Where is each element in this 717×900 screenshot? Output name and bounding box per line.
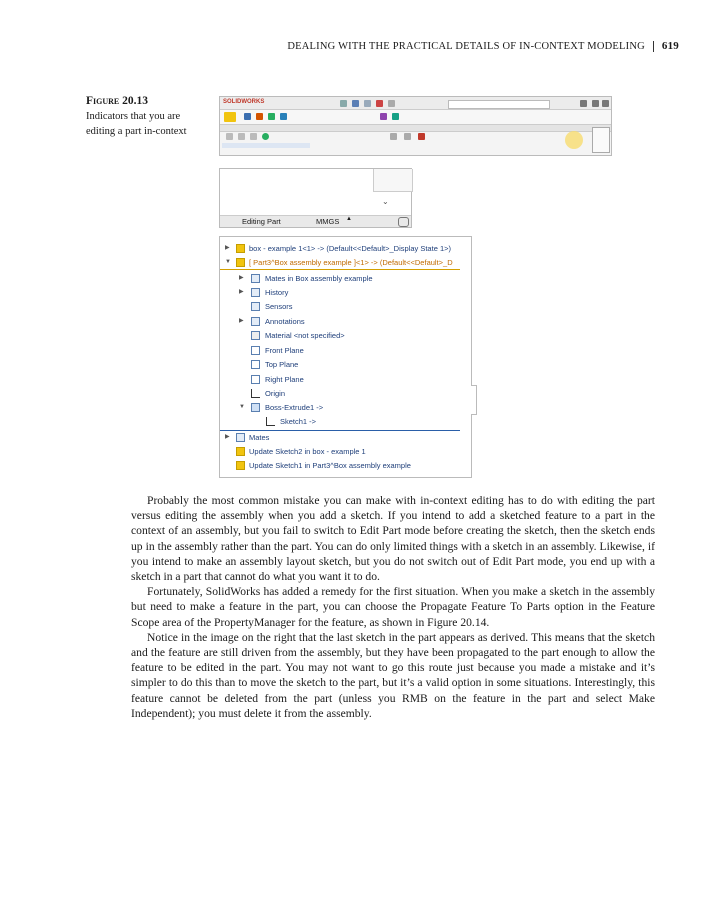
confirmation-corner[interactable] bbox=[592, 127, 610, 153]
sensors-icon bbox=[251, 302, 260, 311]
insert-components-icon[interactable] bbox=[244, 113, 251, 120]
paragraph: Fortunately, SolidWorks has added a remedy for the first situation. When you make a sketch in the assembly but need to make a feature in the part, you can choose the Propagate Feature To Parts option in the Feature Scope area of the PropertyManager for the feature, as shown in Figure 20.14. bbox=[131, 585, 655, 629]
feature-manager-tab-icon[interactable] bbox=[226, 133, 233, 140]
paragraph: Notice in the image on the right that the last sketch in the part appears as derived. This means that the sketch and the feature are still driven from the assembly, but they have been propagated to the part enough to allow the feature to be edited in the part. You may not want to go this route just because you made a mistake and it’s simpler to do this than to move the sketch to the part, but it’s a valid option in some situations. Interestingly, this feature cannot be deleted from the part (unless you RMB on the feature in the part and select Make Independent); you must delete it from the assembly. bbox=[131, 630, 655, 720]
customize-icon[interactable] bbox=[398, 217, 409, 227]
search-input[interactable] bbox=[448, 100, 550, 109]
open-icon[interactable] bbox=[364, 100, 371, 107]
plane-icon bbox=[251, 346, 260, 355]
appearance-tab-icon[interactable] bbox=[262, 133, 269, 140]
figure-caption-text: Indicators that you are editing a part in-context bbox=[86, 111, 187, 137]
rebuild-icon[interactable] bbox=[376, 100, 383, 107]
maximize-icon[interactable] bbox=[592, 100, 599, 107]
figure-caption bbox=[86, 94, 211, 139]
annotations-icon bbox=[251, 317, 260, 326]
display-style-icon[interactable] bbox=[404, 133, 411, 140]
reference-geometry-icon[interactable] bbox=[380, 113, 387, 120]
sketch-icon bbox=[266, 417, 275, 426]
plane-icon bbox=[251, 375, 260, 384]
minimize-icon[interactable] bbox=[580, 100, 587, 107]
view-orientation-icon[interactable] bbox=[390, 133, 397, 140]
page-number: 619 bbox=[661, 40, 679, 52]
toolbar-screenshot bbox=[219, 96, 612, 156]
units-selector[interactable]: MMGS bbox=[316, 217, 340, 226]
tree-top-item[interactable] bbox=[222, 143, 310, 148]
part-icon bbox=[236, 244, 245, 253]
tree-item-editing[interactable]: ▼ [ Part3^Box assembly example ]<1> -> (Default<<Default>_D bbox=[220, 256, 460, 270]
paragraph: Probably the most common mistake you can make with in-context editing has to do with editing the part versus editing the assembly when you add a sketch. If you intend to add a sketched feature to a part in the context of an assembly, but you fail to switch to Edit Part mode before creating the sketch, then the sketch ends up in the assembly rather than the part. You can do only limited things with a sketch in an assembly. Likewise, if you intend to make an assembly layout sketch, but you do not switch out of Edit Part mode, you end up with a sketch in a part that cannot do what you want it to do. bbox=[131, 494, 655, 584]
pattern-icon[interactable] bbox=[268, 113, 275, 120]
update-sketch-icon bbox=[236, 447, 245, 456]
view-cube bbox=[373, 169, 413, 192]
command-tabs[interactable] bbox=[220, 124, 611, 132]
running-head-title: DEALING WITH THE PRACTICAL DETAILS OF IN-CONTEXT MODELING bbox=[287, 41, 654, 52]
options-icon[interactable] bbox=[388, 100, 395, 107]
title-bar bbox=[220, 97, 611, 110]
new-icon[interactable] bbox=[352, 100, 359, 107]
mates-folder-icon bbox=[236, 433, 245, 442]
origin-icon bbox=[251, 389, 260, 398]
feature-tree-screenshot: ▶ box - example 1<1> -> (Default<<Default>_Display State 1>) ▼ [ Part3^Box assembly example ]<1> -> (Default<<Default>_D ▶ Mates in Box assembly example ▶ History Sensors ▶ Annotations Material <not specified> Front Plane Top Plane Right Plane Origin ▼ Boss-Extrude1 -> Sketch1 -> ▶ Mates Update Sketch2 in box - example 1 Update Sketch1 in Part3^Box assembly example bbox=[219, 236, 472, 478]
mates-folder-icon bbox=[251, 274, 260, 283]
running-header bbox=[287, 40, 679, 52]
command-manager bbox=[220, 110, 611, 124]
extrude-icon bbox=[251, 403, 260, 412]
update-sketch-icon bbox=[236, 461, 245, 470]
status-bar bbox=[220, 215, 411, 227]
units-dropdown-icon[interactable]: ▲ bbox=[346, 216, 352, 222]
figure-label: Figure 20.13 bbox=[86, 95, 149, 107]
new-motion-study-icon[interactable] bbox=[392, 113, 399, 120]
editing-part-status: Editing Part bbox=[242, 217, 281, 226]
configuration-manager-tab-icon[interactable] bbox=[250, 133, 257, 140]
mate-icon[interactable] bbox=[256, 113, 263, 120]
body-text bbox=[131, 493, 655, 721]
plane-icon bbox=[251, 360, 260, 369]
property-manager-tab-icon[interactable] bbox=[238, 133, 245, 140]
part-icon bbox=[236, 258, 245, 267]
panel-collapse-handle[interactable] bbox=[471, 385, 477, 415]
section-view-icon[interactable] bbox=[418, 133, 425, 140]
edit-component-icon[interactable] bbox=[224, 112, 236, 122]
tree-item[interactable]: Sketch1 -> bbox=[220, 415, 460, 431]
in-context-indicator-icon bbox=[565, 131, 583, 149]
close-icon[interactable] bbox=[602, 100, 609, 107]
home-icon[interactable] bbox=[340, 100, 347, 107]
material-icon bbox=[251, 331, 260, 340]
history-icon bbox=[251, 288, 260, 297]
move-component-icon[interactable] bbox=[280, 113, 287, 120]
chevron-down-icon[interactable]: ⌄ bbox=[382, 197, 389, 206]
solidworks-logo: SOLIDWORKS bbox=[223, 99, 265, 105]
status-bar-screenshot bbox=[219, 168, 412, 228]
